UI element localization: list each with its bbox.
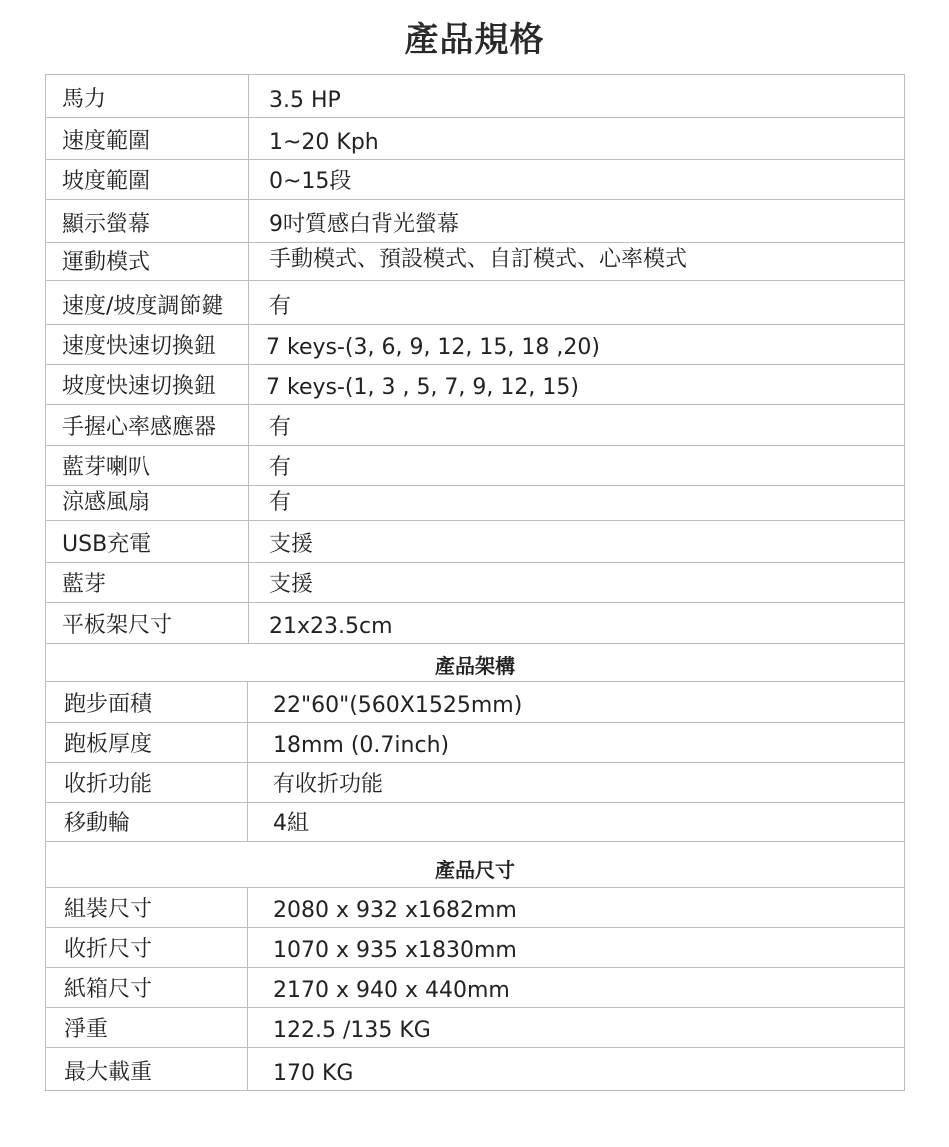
spec-value: 21x23.5cm bbox=[269, 614, 393, 639]
dimension-row bbox=[46, 968, 904, 1008]
dimension-row bbox=[46, 1048, 904, 1090]
structure-value: 4組 bbox=[273, 811, 309, 836]
spec-label: 手握心率感應器 bbox=[62, 415, 217, 440]
dimension-value: 2080 x 932 x1682mm bbox=[273, 898, 517, 923]
structure-row bbox=[46, 803, 904, 842]
spec-label: 運動模式 bbox=[62, 250, 151, 275]
spec-label: 坡度快速切換鈕 bbox=[62, 374, 217, 399]
dimension-value: 122.5 /135 KG bbox=[273, 1018, 431, 1043]
section-heading-label: 產品尺寸 bbox=[435, 858, 515, 882]
spec-row bbox=[46, 75, 904, 118]
spec-value: 1~20 Kph bbox=[269, 130, 379, 155]
spec-value: 有 bbox=[269, 490, 292, 515]
dimension-label: 淨重 bbox=[64, 1017, 109, 1042]
spec-label: 速度/坡度調節鍵 bbox=[62, 294, 224, 319]
spec-label: 坡度範圍 bbox=[62, 169, 151, 194]
spec-table bbox=[45, 74, 905, 1091]
structure-value: 22"60"(560X1525mm) bbox=[273, 693, 523, 718]
structure-row bbox=[46, 763, 904, 803]
spec-label: 馬力 bbox=[62, 87, 107, 112]
section-heading-dimensions bbox=[46, 842, 904, 888]
section-heading-label: 產品架構 bbox=[435, 654, 515, 678]
dimension-row bbox=[46, 888, 904, 928]
spec-row bbox=[46, 603, 904, 644]
spec-row bbox=[46, 563, 904, 603]
spec-row bbox=[46, 281, 904, 325]
dimension-row bbox=[46, 928, 904, 968]
dimension-label: 紙箱尺寸 bbox=[64, 977, 153, 1002]
spec-value: 手動模式、預設模式、自訂模式、心率模式 bbox=[269, 247, 688, 272]
spec-value: 有 bbox=[269, 294, 292, 319]
spec-value: 支援 bbox=[269, 532, 314, 557]
page-title: 產品規格 bbox=[404, 20, 545, 60]
spec-label: 涼感風扇 bbox=[62, 490, 151, 515]
section-heading-structure bbox=[46, 644, 904, 682]
spec-row bbox=[46, 405, 904, 446]
spec-label: 藍芽 bbox=[62, 572, 107, 597]
dimension-label: 最大載重 bbox=[64, 1060, 153, 1085]
structure-label: 跑板厚度 bbox=[64, 732, 153, 757]
spec-value: 支援 bbox=[269, 572, 314, 597]
structure-label: 收折功能 bbox=[64, 772, 153, 797]
spec-row bbox=[46, 118, 904, 160]
spec-value: 3.5 HP bbox=[269, 88, 341, 113]
spec-label: 速度快速切換鈕 bbox=[62, 334, 217, 359]
dimension-row bbox=[46, 1008, 904, 1048]
spec-label: USB充電 bbox=[62, 532, 152, 557]
spec-value: 7 keys-(3, 6, 9, 12, 15, 18 ,20) bbox=[266, 335, 600, 360]
structure-label: 移動輪 bbox=[64, 811, 131, 836]
spec-row bbox=[46, 200, 904, 243]
spec-row bbox=[46, 243, 904, 281]
spec-label: 藍芽喇叭 bbox=[62, 455, 151, 480]
spec-value: 7 keys-(1, 3 , 5, 7, 9, 12, 15) bbox=[266, 375, 579, 400]
spec-label: 速度範圍 bbox=[62, 129, 151, 154]
spec-row bbox=[46, 486, 904, 521]
dimension-label: 組裝尺寸 bbox=[64, 897, 153, 922]
spec-row bbox=[46, 446, 904, 486]
spec-value: 有 bbox=[269, 455, 292, 480]
structure-value: 18mm (0.7inch) bbox=[273, 733, 450, 758]
spec-row bbox=[46, 365, 904, 405]
structure-row bbox=[46, 723, 904, 763]
dimension-label: 收折尺寸 bbox=[64, 937, 153, 962]
spec-value: 9吋質感白背光螢幕 bbox=[269, 212, 459, 237]
spec-row bbox=[46, 521, 904, 563]
spec-value: 0~15段 bbox=[269, 169, 352, 194]
dimension-value: 170 KG bbox=[273, 1061, 354, 1086]
dimension-value: 2170 x 940 x 440mm bbox=[273, 978, 510, 1003]
structure-label: 跑步面積 bbox=[64, 692, 153, 717]
spec-label: 平板架尺寸 bbox=[62, 613, 173, 638]
structure-row bbox=[46, 682, 904, 723]
spec-value: 有 bbox=[269, 415, 292, 440]
spec-row bbox=[46, 325, 904, 365]
structure-value: 有收折功能 bbox=[273, 772, 384, 797]
spec-row bbox=[46, 160, 904, 200]
dimension-value: 1070 x 935 x1830mm bbox=[273, 938, 517, 963]
spec-label: 顯示螢幕 bbox=[62, 212, 151, 237]
